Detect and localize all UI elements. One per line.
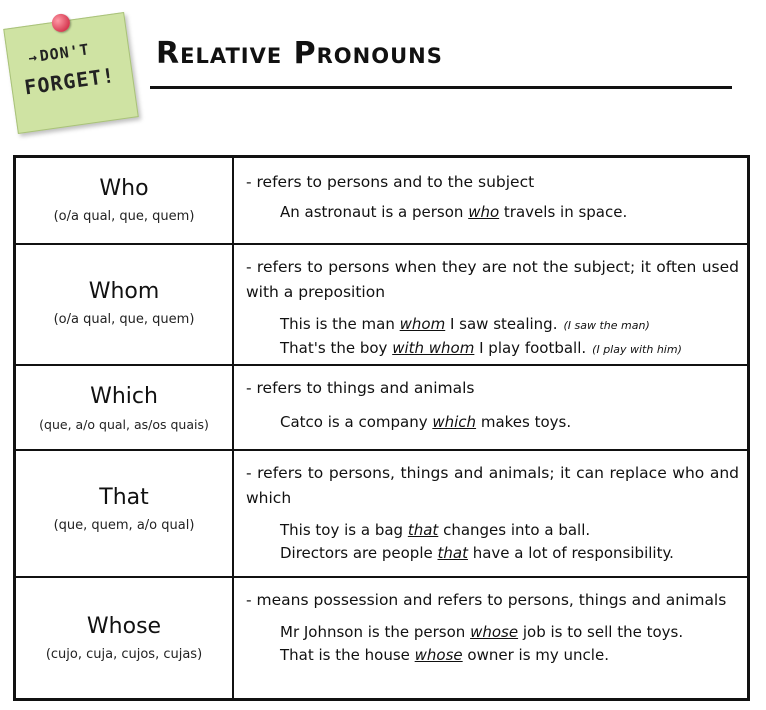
- pronoun-cell: [16, 158, 234, 243]
- table-row-whose: [16, 578, 747, 698]
- pushpin-icon: [51, 13, 71, 33]
- example-sentence: This toy is a bag that changes into a ball.: [280, 521, 591, 539]
- pronoun-description: - refers to persons, things and animals; it can replace who and which: [246, 464, 739, 507]
- keyword: which: [432, 413, 477, 431]
- keyword: whose: [414, 646, 463, 664]
- example-sentence: Mr Johnson is the person whose job is to sell the toys.: [280, 623, 684, 641]
- keyword: that: [407, 521, 439, 539]
- dont-forget-sticky-note: [3, 12, 139, 134]
- pronoun-cell: [16, 245, 234, 364]
- table-row-that: [16, 451, 747, 578]
- pronoun-translation: (o/a qual, que, quem): [53, 312, 195, 327]
- description-cell: [234, 366, 747, 449]
- table-row-whom: [16, 245, 747, 366]
- arrow-icon: →: [27, 49, 40, 67]
- example-note: (I play with him): [592, 343, 682, 356]
- example-sentence: Directors are people that have a lot of responsibility.: [280, 544, 674, 562]
- pronoun-translation: (cujo, cuja, cujos, cujas): [45, 647, 203, 662]
- pronoun-description: - refers to persons when they are not the subject; it often used with a preposition: [246, 258, 739, 301]
- description-cell: [234, 245, 747, 364]
- keyword: with whom: [392, 339, 475, 357]
- pronoun-word: That: [99, 485, 149, 510]
- pronoun-translation: (o/a qual, que, quem): [53, 209, 195, 224]
- description-cell: [234, 578, 747, 698]
- pronoun-word: Who: [99, 176, 149, 201]
- description-cell: [234, 451, 747, 576]
- pronoun-translation: (que, quem, a/o qual): [53, 518, 195, 533]
- pronoun-cell: [16, 451, 234, 576]
- keyword: whose: [470, 623, 519, 641]
- keyword: who: [468, 203, 500, 221]
- example-sentence: This is the man whom I saw stealing. (I saw the man): [280, 315, 650, 333]
- description-cell: [234, 158, 747, 243]
- sticky-note-line1: →DON'T: [27, 40, 91, 67]
- page-title: Relative Pronouns: [156, 36, 443, 71]
- pronoun-translation: (que, a/o qual, as/os quais): [39, 417, 209, 432]
- pronoun-word: Which: [90, 384, 158, 409]
- pronoun-cell: [16, 578, 234, 698]
- sticky-note-line2: FORGET!: [22, 63, 117, 100]
- example-sentence: That's the boy with whom I play football. (I play with him): [280, 339, 682, 357]
- pronoun-word: Whose: [86, 614, 162, 639]
- keyword: whom: [399, 315, 446, 333]
- example-sentence: That is the house whose owner is my uncle.: [280, 646, 609, 664]
- pronoun-description: - means possession and refers to persons, things and animals: [246, 591, 727, 609]
- title-underline: [150, 86, 732, 89]
- table-row-which: [16, 366, 747, 451]
- pronoun-description: - refers to persons and to the subject: [246, 173, 535, 191]
- keyword: that: [437, 544, 468, 562]
- example-sentence: An astronaut is a person who travels in space.: [280, 203, 628, 221]
- pronoun-word: Whom: [88, 279, 160, 304]
- pronoun-table: [13, 155, 750, 701]
- table-row-who: [16, 158, 747, 245]
- example-note: (I saw the man): [563, 319, 650, 332]
- example-sentence: Catco is a company which makes toys.: [280, 413, 572, 431]
- pronoun-description: - refers to things and animals: [246, 379, 475, 397]
- pronoun-cell: [16, 366, 234, 449]
